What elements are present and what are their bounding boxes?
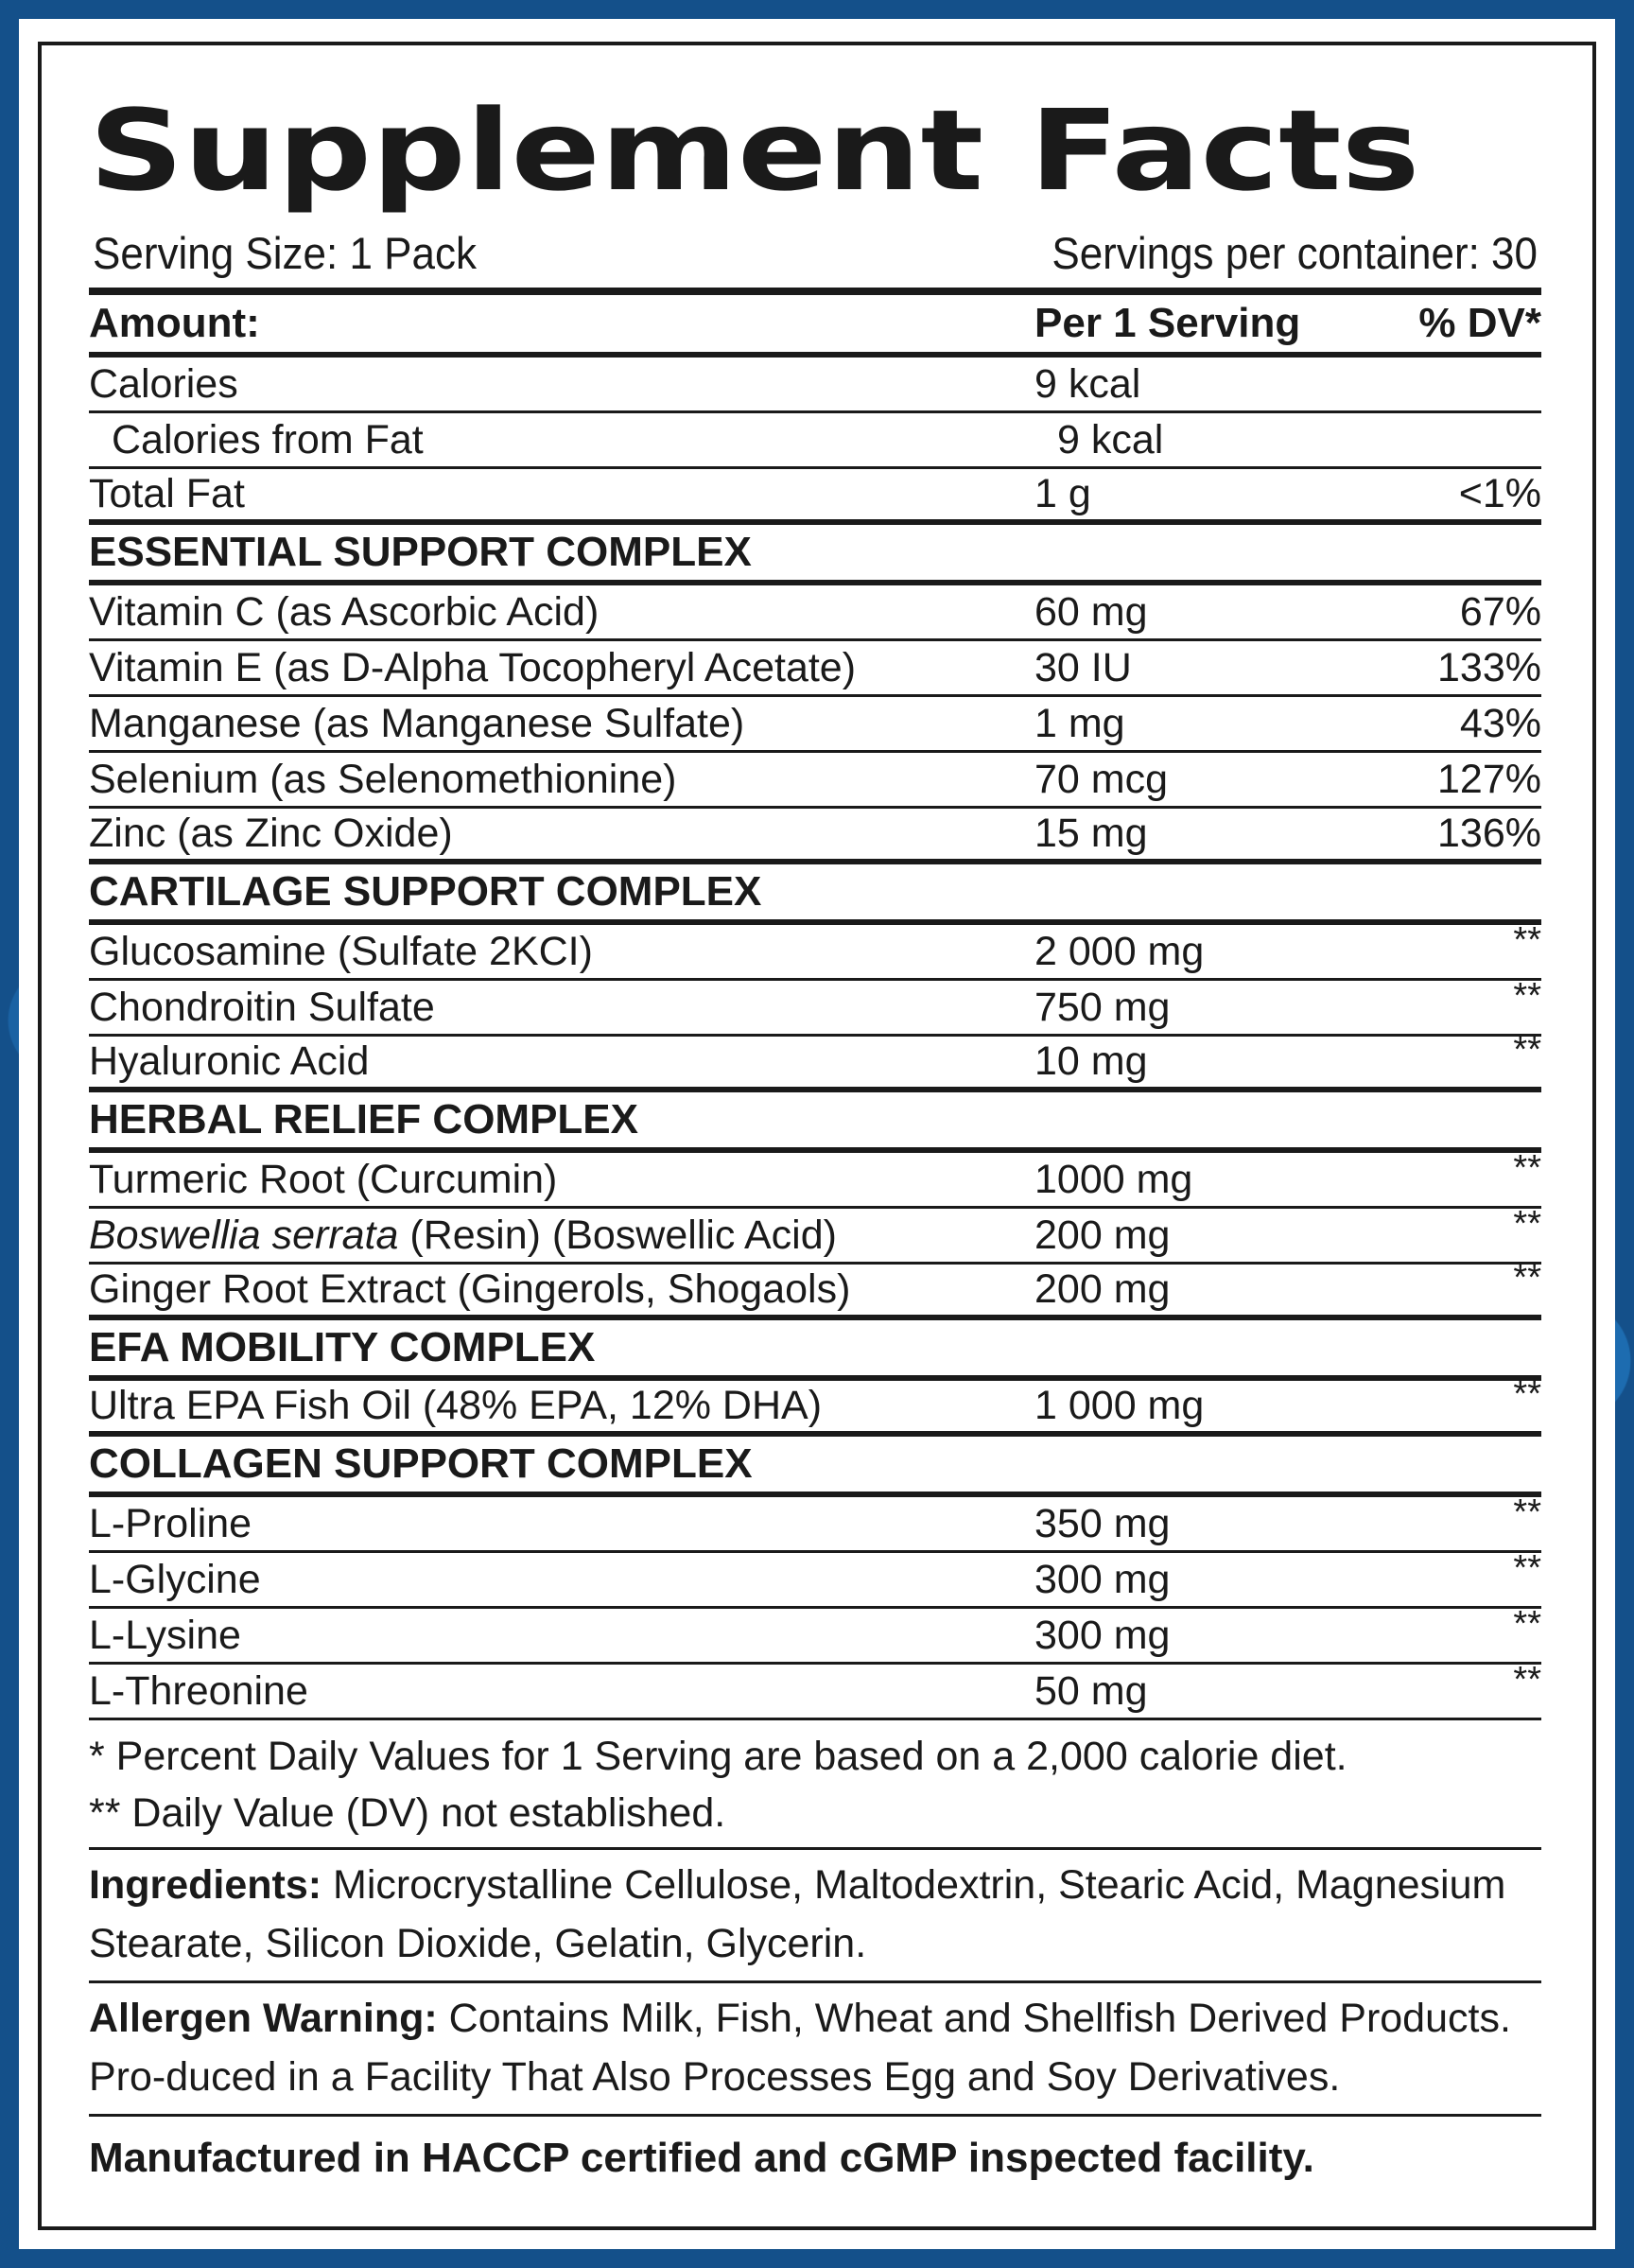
table-row <box>89 1203 1541 1265</box>
nutrient-name: Glucosamine (Sulfate 2KCI) <box>89 928 593 974</box>
nutrient-amount: 750 mg <box>1034 984 1171 1030</box>
nutrient-dv: 133% <box>1437 644 1541 690</box>
nutrient-name: L-Lysine <box>89 1612 241 1658</box>
nutrient-amount: 9 kcal <box>1057 416 1164 462</box>
table-header <box>89 295 1541 358</box>
nutrient-name: Calories <box>89 360 238 407</box>
nutrient-name-rest: (Resin) (Boswellic Acid) <box>398 1212 837 1258</box>
nutrient-name: Calories from Fat <box>112 416 424 462</box>
nutrient-name: Chondroitin Sulfate <box>89 984 435 1030</box>
table-row <box>89 1547 1541 1609</box>
label-panel <box>19 19 1615 2249</box>
footnote-dv-not-established: ** Daily Value (DV) not established. <box>89 1790 726 1836</box>
table-row <box>89 413 1541 469</box>
nutrient-dv: ** <box>1513 1603 1541 1644</box>
table-row <box>89 358 1541 413</box>
nutrient-name <box>89 1213 1034 1259</box>
nutrient-dv: ** <box>1513 975 1541 1016</box>
table-row <box>89 1147 1541 1209</box>
nutrient-name: Ginger Root Extract (Gingerols, Shogaols) <box>89 1266 851 1312</box>
section-title <box>89 525 1541 585</box>
nutrient-dv: 67% <box>1459 588 1541 635</box>
nutrient-dv: ** <box>1513 1147 1541 1188</box>
table-row <box>89 1258 1541 1320</box>
nutrient-dv: 127% <box>1437 756 1541 802</box>
serving-size: Serving Size: 1 Pack <box>93 229 477 279</box>
table-row <box>89 809 1541 864</box>
nutrient-name: L-Threonine <box>89 1667 308 1714</box>
nutrient-name: Ultra EPA Fish Oil (48% EPA, 12% DHA) <box>89 1383 823 1428</box>
nutrient-name: Turmeric Root (Curcumin) <box>89 1156 558 1202</box>
nutrient-amount: 30 IU <box>1034 644 1132 690</box>
table-row <box>89 1374 1541 1437</box>
nutrient-amount: 200 mg <box>1034 1212 1171 1258</box>
nutrient-dv: 136% <box>1437 811 1541 856</box>
header-per-serving: Per 1 Serving <box>1034 300 1301 346</box>
nutrient-name: Zinc (as Zinc Oxide) <box>89 811 453 856</box>
label-frame <box>38 42 1596 2230</box>
table-row <box>89 1030 1541 1092</box>
nutrient-dv: ** <box>1513 1547 1541 1588</box>
header-dv: % DV* <box>1418 300 1541 346</box>
nutrient-amount: 60 mg <box>1034 588 1148 635</box>
nutrient-dv: ** <box>1513 1203 1541 1244</box>
section-title-text: CARTILAGE SUPPORT COMPLEX <box>89 868 762 915</box>
nutrient-name-italic: Boswellia serrata <box>89 1212 399 1258</box>
manufactured-note: Manufactured in HACCP certified and cGMP inspected facility. <box>89 2114 1541 2189</box>
header-amount: Amount: <box>89 300 260 346</box>
nutrient-dv: ** <box>1513 919 1541 960</box>
nutrient-amount: 1 000 mg <box>1034 1383 1205 1428</box>
footnotes <box>89 1720 1541 1850</box>
serving-info <box>89 218 1541 290</box>
nutrient-amount: 15 mg <box>1034 811 1148 856</box>
nutrient-amount: 300 mg <box>1034 1556 1171 1602</box>
table-row <box>89 1492 1541 1553</box>
label-content <box>89 79 1541 2189</box>
nutrient-name: Manganese (as Manganese Sulfate) <box>89 700 745 746</box>
table-row <box>89 919 1541 981</box>
footnote-dv-basis: * Percent Daily Values for 1 Serving are based on a 2,000 calorie diet. <box>89 1734 1347 1779</box>
nutrient-amount: 350 mg <box>1034 1500 1171 1546</box>
page-title: Supplement Facts <box>89 85 1420 216</box>
nutrient-amount: 1 mg <box>1034 700 1125 746</box>
table-row <box>89 585 1541 641</box>
nutrient-dv: ** <box>1513 1374 1541 1414</box>
section-title-text: COLLAGEN SUPPORT COMPLEX <box>89 1440 753 1487</box>
nutrient-name: Total Fat <box>89 471 245 516</box>
section-title <box>89 1437 1541 1497</box>
allergen-text: Contains Milk, Fish, Wheat and Shellfish Derived Products. Pro-duced in a Facility That Also Processes Egg and Soy Derivatives. <box>89 1996 1511 2100</box>
table-row <box>89 975 1541 1037</box>
nutrient-amount: 50 mg <box>1034 1667 1148 1714</box>
table-row <box>89 753 1541 809</box>
nutrient-name: Vitamin E (as D-Alpha Tocopheryl Acetate) <box>89 644 857 690</box>
allergen-warning <box>89 1983 1541 2114</box>
ingredients-label: Ingredients: <box>89 1862 322 1908</box>
table-row <box>89 697 1541 753</box>
nutrient-amount: 1000 mg <box>1034 1156 1193 1202</box>
table-row <box>89 469 1541 525</box>
section-title-text: ESSENTIAL SUPPORT COMPLEX <box>89 529 752 575</box>
nutrient-amount: 9 kcal <box>1034 360 1141 407</box>
nutrient-name: Selenium (as Selenomethionine) <box>89 756 677 802</box>
nutrient-name: L-Proline <box>89 1500 252 1546</box>
nutrient-amount: 1 g <box>1034 471 1091 516</box>
nutrient-amount: 2 000 mg <box>1034 928 1205 974</box>
table-row <box>89 1603 1541 1665</box>
nutrient-name: Vitamin C (as Ascorbic Acid) <box>89 588 600 635</box>
table-row <box>89 641 1541 697</box>
basic-rows <box>89 358 1541 525</box>
nutrient-dv: 43% <box>1459 700 1541 746</box>
allergen-label: Allergen Warning: <box>89 1996 438 2041</box>
sections <box>89 525 1541 1720</box>
servings-per-container: Servings per container: 30 <box>1052 229 1538 279</box>
nutrient-name: Hyaluronic Acid <box>89 1038 370 1084</box>
nutrient-amount: 300 mg <box>1034 1612 1171 1658</box>
nutrient-amount: 10 mg <box>1034 1038 1148 1084</box>
nutrient-dv: ** <box>1513 1659 1541 1700</box>
nutrient-name: L-Glycine <box>89 1556 261 1602</box>
nutrient-amount: 200 mg <box>1034 1266 1171 1312</box>
nutrient-amount: 70 mcg <box>1034 756 1169 802</box>
section-title <box>89 1320 1541 1381</box>
ingredients-text: Microcrystalline Cellulose, Maltodextrin, Stearic Acid, Magnesium Stearate, Silicon Dioxide, Gelatin, Glycerin. <box>89 1862 1506 1966</box>
table-row <box>89 1659 1541 1720</box>
section-title-text: HERBAL RELIEF COMPLEX <box>89 1096 639 1143</box>
section-title <box>89 864 1541 925</box>
nutrient-dv: ** <box>1513 1258 1541 1298</box>
section-title <box>89 1092 1541 1153</box>
section-title-text: EFA MOBILITY COMPLEX <box>89 1324 596 1370</box>
nutrient-dv: <1% <box>1458 471 1541 516</box>
nutrient-dv: ** <box>1513 1030 1541 1070</box>
nutrient-dv: ** <box>1513 1492 1541 1532</box>
ingredients <box>89 1850 1541 1983</box>
